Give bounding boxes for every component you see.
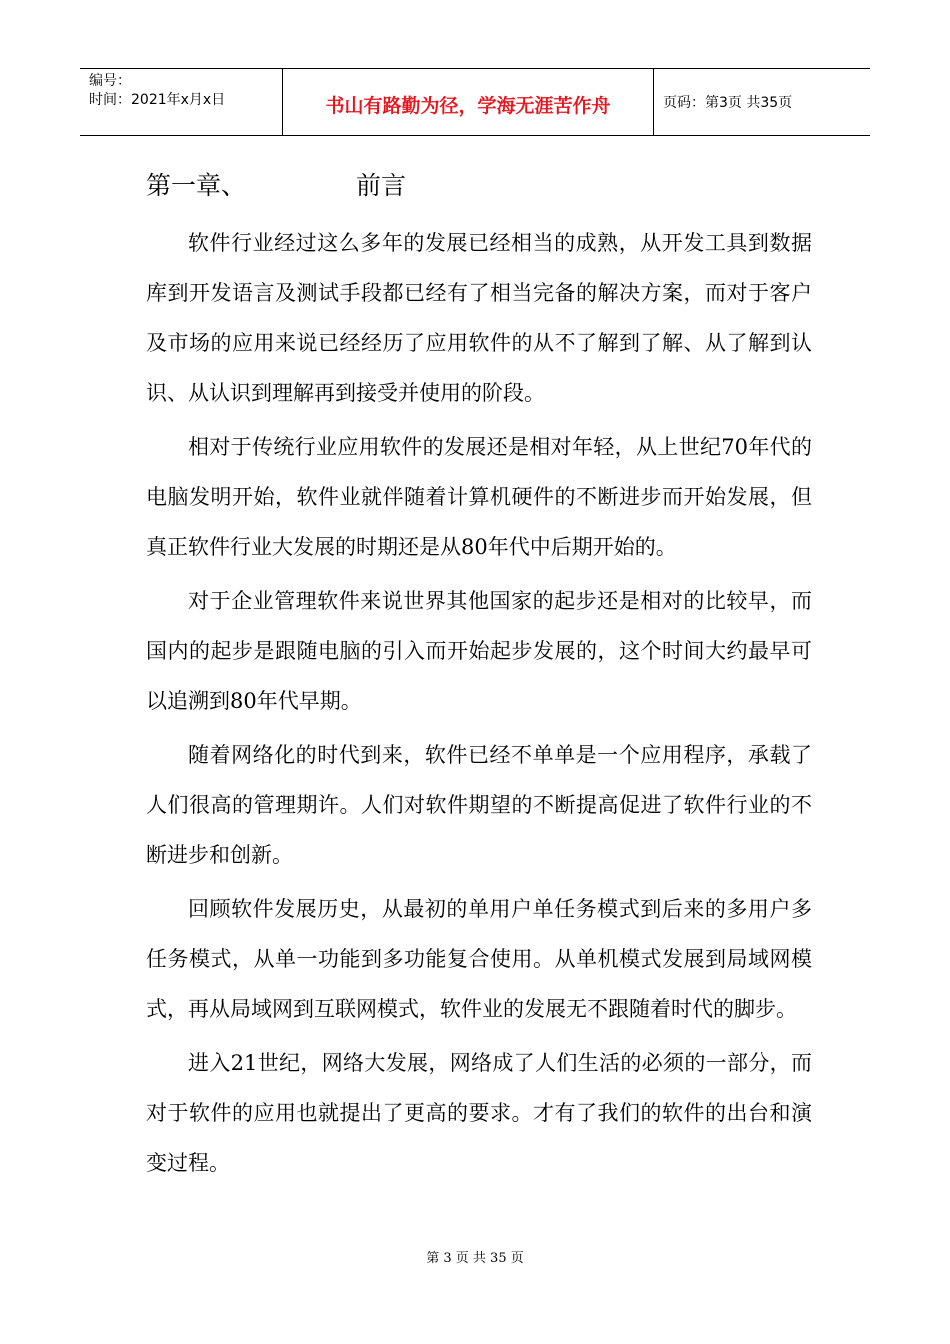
header-page-cell <box>654 69 870 135</box>
page-footer <box>0 1247 950 1266</box>
time-label: 时间：2021年x月x日 <box>89 92 226 108</box>
motto-text: 书山有路勤为径，学海无涯苦作舟 <box>325 94 611 117</box>
number-label: 编号： <box>89 73 131 89</box>
page-header <box>80 68 870 136</box>
page-info: 页码：第3页 共35页 <box>663 95 793 111</box>
paragraph: 相对于传统行业应用软件的发展还是相对年轻，从上世纪70年代的电脑发明开始，软件业就伴随着计算机硬件的不断进步而开始发展，但真正软件行业大发展的时期还是从80年代中后期开始的。 <box>146 435 812 559</box>
paragraph: 软件行业经过这么多年的发展已经相当的成熟，从开发工具到数据库到开发语言及测试手段都已经有了相当完备的解决方案，而对于客户及市场的应用来说已经经历了应用软件的从不了解到了解、从了解到认识、从认识到理解再到接受并使用的阶段。 <box>146 231 812 405</box>
body-text <box>146 218 812 1192</box>
paragraph: 回顾软件发展历史，从最初的单用户单任务模式到后来的多用户多任务模式，从单一功能到多功能复合使用。从单机模式发展到局域网模式，再从局域网到互联网模式，软件业的发展无不跟随着时代的脚步。 <box>146 897 812 1021</box>
header-meta-cell <box>80 69 283 135</box>
paragraph: 进入21世纪，网络大发展，网络成了人们生活的必须的一部分，而对于软件的应用也就提出了更高的要求。才有了我们的软件的出台和演变过程。 <box>146 1051 812 1175</box>
footer-page-number: 第 3 页 共 35 页 <box>426 1251 524 1266</box>
header-motto-cell <box>283 69 654 135</box>
chapter-number: 第一章、 <box>146 171 247 200</box>
chapter-title: 前言 <box>356 171 407 200</box>
paragraph: 随着网络化的时代到来，软件已经不单单是一个应用程序，承载了人们很高的管理期许。人们对软件期望的不断提高促进了软件行业的不断进步和创新。 <box>146 743 812 867</box>
chapter-heading <box>146 170 406 202</box>
paragraph: 对于企业管理软件来说世界其他国家的起步还是相对的比较早，而国内的起步是跟随电脑的引入而开始起步发展的，这个时间大约最早可以追溯到80年代早期。 <box>146 589 812 713</box>
